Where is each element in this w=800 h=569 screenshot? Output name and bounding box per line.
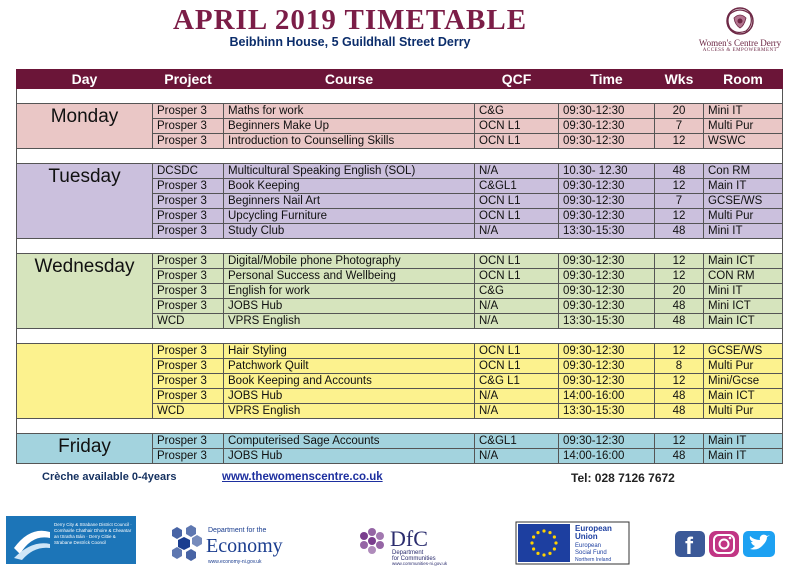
weeks-cell: 48 xyxy=(655,164,704,179)
room-cell: Mini ICT xyxy=(704,299,783,314)
qcf-cell: OCN L1 xyxy=(475,209,559,224)
qcf-cell: C&G L1 xyxy=(475,374,559,389)
table-row xyxy=(17,434,783,449)
course-cell: Multicultural Speaking English (SOL) xyxy=(224,164,475,179)
qcf-cell: OCN L1 xyxy=(475,269,559,284)
weeks-cell: 12 xyxy=(655,344,704,359)
course-cell: Digital/Mobile phone Photography xyxy=(224,254,475,269)
column-header: Project xyxy=(153,70,224,89)
economy-logo xyxy=(170,522,285,566)
dfc-logo xyxy=(356,522,456,566)
project-cell: Prosper 3 xyxy=(153,299,224,314)
room-cell: Multi Pur xyxy=(704,119,783,134)
weeks-cell: 12 xyxy=(655,134,704,149)
twitter-icon[interactable] xyxy=(743,531,775,557)
qcf-cell: C&GL1 xyxy=(475,179,559,194)
course-cell: Beginners Nail Art xyxy=(224,194,475,209)
weeks-cell: 12 xyxy=(655,434,704,449)
eu-star-icon xyxy=(536,531,539,534)
project-cell: Prosper 3 xyxy=(153,179,224,194)
room-cell: Mini IT xyxy=(704,224,783,239)
course-cell: Book Keeping xyxy=(224,179,475,194)
timetable xyxy=(16,69,783,464)
project-cell: Prosper 3 xyxy=(153,254,224,269)
room-cell: CON RM xyxy=(704,269,783,284)
website-link[interactable]: www.thewomenscentre.co.uk xyxy=(222,471,383,483)
room-cell: GCSE/WS xyxy=(704,194,783,209)
table-header-row xyxy=(17,70,783,89)
weeks-cell: 12 xyxy=(655,254,704,269)
eu-star-icon xyxy=(542,553,545,556)
eu-social-fund-logo xyxy=(515,521,630,565)
time-cell: 09:30-12:30 xyxy=(559,134,655,149)
course-cell: VPRS English xyxy=(224,404,475,419)
table-row xyxy=(17,344,783,359)
project-cell: Prosper 3 xyxy=(153,134,224,149)
weeks-cell: 48 xyxy=(655,314,704,329)
eu-star-icon xyxy=(536,552,539,555)
project-cell: Prosper 3 xyxy=(153,359,224,374)
course-cell: Hair Styling xyxy=(224,344,475,359)
room-cell: Main ICT xyxy=(704,254,783,269)
course-cell: JOBS Hub xyxy=(224,389,475,404)
room-cell: Mini IT xyxy=(704,104,783,119)
project-cell: Prosper 3 xyxy=(153,434,224,449)
time-cell: 09:30-12:30 xyxy=(559,374,655,389)
weeks-cell: 7 xyxy=(655,194,704,209)
time-cell: 09:30-12:30 xyxy=(559,299,655,314)
economy-name-text: Economy xyxy=(206,535,283,557)
weeks-cell: 12 xyxy=(655,179,704,194)
project-cell: WCD xyxy=(153,404,224,419)
time-cell: 09:30-12:30 xyxy=(559,119,655,134)
weeks-cell: 48 xyxy=(655,224,704,239)
weeks-cell: 48 xyxy=(655,449,704,464)
qcf-cell: C&G xyxy=(475,104,559,119)
dfc-line1-text: Department xyxy=(392,550,424,556)
weeks-cell: 48 xyxy=(655,404,704,419)
course-cell: Upcycling Furniture xyxy=(224,209,475,224)
project-cell: Prosper 3 xyxy=(153,449,224,464)
time-cell: 09:30-12:30 xyxy=(559,434,655,449)
day-cell: Monday xyxy=(17,104,153,149)
project-cell: Prosper 3 xyxy=(153,374,224,389)
qcf-cell: N/A xyxy=(475,404,559,419)
womens-centre-logo xyxy=(690,4,790,60)
day-separator xyxy=(17,329,783,344)
time-cell: 09:30-12:30 xyxy=(559,194,655,209)
address-subtitle: Beibhinn House, 5 Guildhall Street Derry xyxy=(229,35,471,49)
room-cell: Con RM xyxy=(704,164,783,179)
qcf-cell: N/A xyxy=(475,224,559,239)
telephone-number: Tel: 028 7126 7672 xyxy=(571,471,675,485)
time-cell: 13:30-15:30 xyxy=(559,314,655,329)
rose-emblem-icon xyxy=(718,4,762,38)
qcf-cell: N/A xyxy=(475,449,559,464)
room-cell: Multi Pur xyxy=(704,209,783,224)
time-cell: 09:30-12:30 xyxy=(559,359,655,374)
page-title: APRIL 2019 TIMETABLE xyxy=(172,4,528,36)
qcf-cell: N/A xyxy=(475,299,559,314)
project-cell: Prosper 3 xyxy=(153,344,224,359)
course-cell: JOBS Hub xyxy=(224,449,475,464)
time-cell: 09:30-12:30 xyxy=(559,344,655,359)
project-cell: Prosper 3 xyxy=(153,269,224,284)
day-cell xyxy=(17,344,153,419)
separator-cell xyxy=(17,239,783,254)
project-cell: Prosper 3 xyxy=(153,209,224,224)
day-separator xyxy=(17,149,783,164)
time-cell: 09:30-12:30 xyxy=(559,179,655,194)
weeks-cell: 48 xyxy=(655,389,704,404)
day-cell: Friday xyxy=(17,434,153,464)
day-separator xyxy=(17,239,783,254)
separator-cell xyxy=(17,329,783,344)
room-cell: Main IT xyxy=(704,179,783,194)
time-cell: 09:30-12:30 xyxy=(559,254,655,269)
project-cell: Prosper 3 xyxy=(153,194,224,209)
qcf-cell: N/A xyxy=(475,164,559,179)
council-text: Derry City & Strabane District Council · Comhairle Chathair Dhoire & Cheantar an tSratha Báin · Derry Cittie & Strabane Destrìck Cooncil xyxy=(54,522,132,545)
room-cell: Multi Pur xyxy=(704,404,783,419)
eu-star-icon xyxy=(542,529,545,532)
eu-line4-text: Social Fund xyxy=(575,550,607,556)
project-cell: DCSDC xyxy=(153,164,224,179)
qcf-cell: OCN L1 xyxy=(475,254,559,269)
room-cell: Multi Pur xyxy=(704,359,783,374)
course-cell: Introduction to Counselling Skills xyxy=(224,134,475,149)
project-cell: Prosper 3 xyxy=(153,224,224,239)
economy-dept-text: Department for the xyxy=(208,527,267,534)
column-header: Wks xyxy=(655,70,704,89)
qcf-cell: C&G xyxy=(475,284,559,299)
column-header: Course xyxy=(224,70,475,89)
dfc-url-text: www.communities-ni.gov.uk xyxy=(392,561,448,566)
eu-line3-text: European xyxy=(575,543,602,549)
creche-note: Crèche available 0-4years xyxy=(42,471,177,483)
time-cell: 09:30-12:30 xyxy=(559,104,655,119)
room-cell: GCSE/WS xyxy=(704,344,783,359)
qcf-cell: OCN L1 xyxy=(475,359,559,374)
logo-name: Women's Centre Derry xyxy=(698,38,782,48)
weeks-cell: 20 xyxy=(655,284,704,299)
table-row xyxy=(17,104,783,119)
project-cell: Prosper 3 xyxy=(153,284,224,299)
room-cell: Main IT xyxy=(704,434,783,449)
river-s-icon xyxy=(10,518,54,562)
room-cell: Main ICT xyxy=(704,314,783,329)
dfc-name-text: DfC xyxy=(390,526,428,551)
room-cell: WSWC xyxy=(704,134,783,149)
project-cell: Prosper 3 xyxy=(153,119,224,134)
time-cell: 09:30-12:30 xyxy=(559,209,655,224)
eu-star-icon xyxy=(553,535,556,538)
course-cell: Beginners Make Up xyxy=(224,119,475,134)
eu-star-icon xyxy=(548,552,551,555)
weeks-cell: 20 xyxy=(655,104,704,119)
day-cell: Wednesday xyxy=(17,254,153,329)
qcf-cell: OCN L1 xyxy=(475,119,559,134)
time-cell: 10.30- 12.30 xyxy=(559,164,655,179)
time-cell: 14:00-16:00 xyxy=(559,389,655,404)
course-cell: Maths for work xyxy=(224,104,475,119)
eu-star-icon xyxy=(532,535,535,538)
weeks-cell: 7 xyxy=(655,119,704,134)
weeks-cell: 12 xyxy=(655,269,704,284)
eu-line2-text: Union xyxy=(575,532,598,541)
qcf-cell: C&GL1 xyxy=(475,434,559,449)
separator-cell xyxy=(17,419,783,434)
table-row xyxy=(17,164,783,179)
eu-star-icon xyxy=(532,547,535,550)
project-cell: Prosper 3 xyxy=(153,389,224,404)
day-separator xyxy=(17,89,783,104)
eu-star-icon xyxy=(554,541,557,544)
column-header: Day xyxy=(17,70,153,89)
room-cell: Main ICT xyxy=(704,389,783,404)
column-header: Room xyxy=(704,70,783,89)
time-cell: 09:30-12:30 xyxy=(559,269,655,284)
table-row xyxy=(17,254,783,269)
room-cell: Mini/Gcse xyxy=(704,374,783,389)
qcf-cell: OCN L1 xyxy=(475,194,559,209)
svg-text:f: f xyxy=(685,533,693,560)
time-cell: 13:30-15:30 xyxy=(559,224,655,239)
separator-cell xyxy=(17,149,783,164)
qcf-cell: OCN L1 xyxy=(475,134,559,149)
qcf-cell: N/A xyxy=(475,389,559,404)
course-cell: Book Keeping and Accounts xyxy=(224,374,475,389)
instagram-icon[interactable] xyxy=(709,531,739,557)
weeks-cell: 8 xyxy=(655,359,704,374)
course-cell: JOBS Hub xyxy=(224,299,475,314)
time-cell: 09:30-12:30 xyxy=(559,284,655,299)
eu-line5-text: Northern Ireland xyxy=(575,557,612,563)
eu-star-icon xyxy=(553,547,556,550)
qcf-cell: N/A xyxy=(475,314,559,329)
weeks-cell: 48 xyxy=(655,299,704,314)
course-cell: Computerised Sage Accounts xyxy=(224,434,475,449)
day-separator xyxy=(17,419,783,434)
weeks-cell: 12 xyxy=(655,374,704,389)
course-cell: VPRS English xyxy=(224,314,475,329)
timetable-body xyxy=(17,89,783,464)
weeks-cell: 12 xyxy=(655,209,704,224)
qcf-cell: OCN L1 xyxy=(475,344,559,359)
column-header: Time xyxy=(559,70,655,89)
course-cell: Patchwork Quilt xyxy=(224,359,475,374)
eu-line1-text: European xyxy=(575,524,612,533)
room-cell: Mini IT xyxy=(704,284,783,299)
time-cell: 14:00-16:00 xyxy=(559,449,655,464)
eu-star-icon xyxy=(548,531,551,534)
economy-url-text: www.economy-ni.gov.uk xyxy=(208,559,262,565)
project-cell: WCD xyxy=(153,314,224,329)
column-header: QCF xyxy=(475,70,559,89)
project-cell: Prosper 3 xyxy=(153,104,224,119)
facebook-icon[interactable] xyxy=(675,531,705,560)
course-cell: Personal Success and Wellbeing xyxy=(224,269,475,284)
separator-cell xyxy=(17,89,783,104)
course-cell: English for work xyxy=(224,284,475,299)
dfc-line2-text: for Communities xyxy=(392,556,436,562)
council-logo xyxy=(6,516,136,564)
time-cell: 13:30-15:30 xyxy=(559,404,655,419)
room-cell: Main IT xyxy=(704,449,783,464)
course-cell: Study Club xyxy=(224,224,475,239)
eu-star-icon xyxy=(530,541,533,544)
social-icons xyxy=(673,528,778,560)
day-cell: Tuesday xyxy=(17,164,153,239)
logo-tagline: ACCESS & EMPOWERMENT xyxy=(702,48,778,53)
